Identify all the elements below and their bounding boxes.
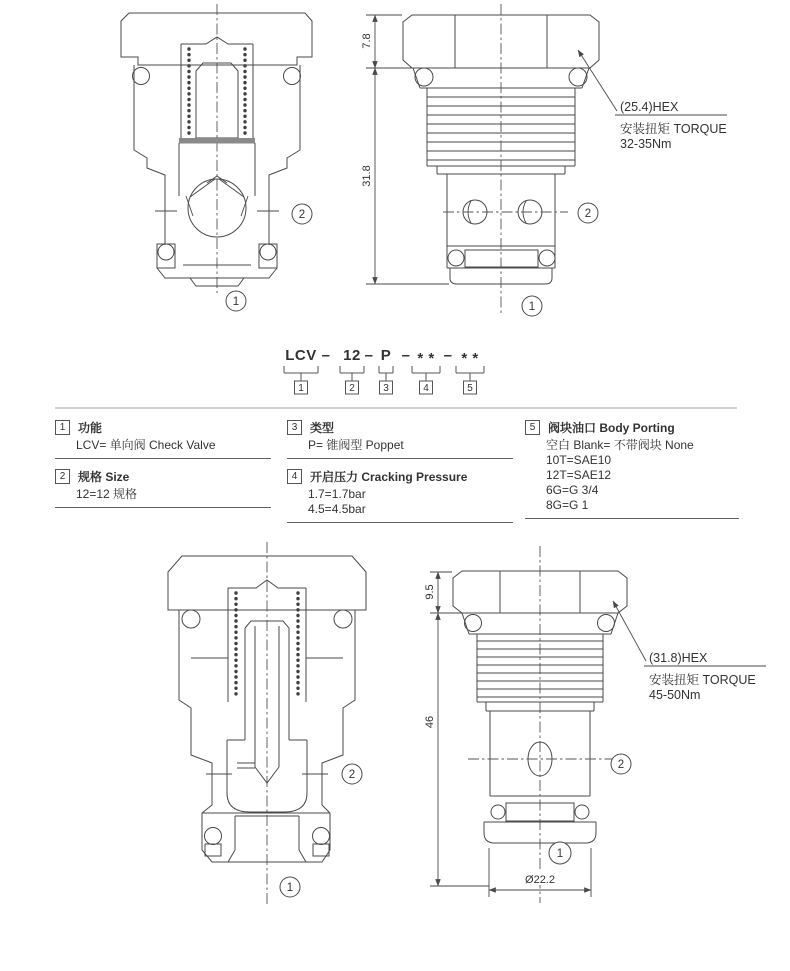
o-ring: [415, 68, 433, 86]
legend-title: 阀块油口 Body Porting: [548, 421, 675, 435]
legend-title: 类型: [310, 421, 335, 435]
legend-number-box: 5: [525, 420, 540, 435]
o-ring-groove: [465, 250, 538, 267]
legend-title: 功能: [78, 421, 103, 435]
legend-line: 10T=SAE10: [546, 453, 612, 467]
code-part-type: P: [380, 347, 392, 364]
extension-lines: [366, 15, 449, 284]
hex-size-note: (25.4)HEX: [620, 100, 679, 114]
o-ring: [539, 250, 555, 266]
o-ring: [182, 610, 200, 628]
o-ring: [313, 828, 330, 845]
port-label-1: [549, 842, 571, 864]
legend-item-function: [55, 419, 271, 459]
code-separator: –: [401, 347, 411, 364]
legend-item-cracking-pressure: [287, 468, 513, 523]
torque-value: 45-50Nm: [649, 688, 701, 702]
o-ring: [158, 244, 174, 260]
valve-flange-outline: [121, 13, 312, 65]
bore-ticks: [237, 763, 255, 768]
legend-line: 12T=SAE12: [546, 468, 612, 482]
legend-item-body-porting: [525, 419, 739, 519]
port-1-number: 1: [528, 301, 536, 313]
leader-line: [613, 601, 646, 661]
model-code-diagram: [55, 347, 737, 408]
leader-line: [578, 50, 617, 111]
o-ring: [334, 610, 352, 628]
side-view-top: [361, 4, 727, 316]
o-ring: [465, 615, 482, 632]
torque-value: 32-35Nm: [620, 137, 672, 151]
code-separator: –: [321, 347, 331, 364]
code-box-number: 1: [298, 383, 304, 394]
o-ring: [569, 68, 587, 86]
code-box-number: 5: [467, 383, 473, 394]
legend-item-size: [55, 468, 271, 508]
legend-line: 6G=G 3/4: [546, 483, 599, 497]
port-label-2: [578, 203, 598, 223]
cross-section-view-bottom: [168, 542, 366, 905]
o-ring: [205, 828, 222, 845]
code-separator: –: [364, 347, 374, 364]
port-1-number: 1: [286, 882, 294, 894]
legend-column-3: [525, 419, 739, 528]
dim-hex-height: 7.8: [361, 33, 373, 49]
legend-line: 8G=G 1: [546, 498, 589, 512]
legend-number-box: 1: [55, 420, 70, 435]
legend-column-1: [55, 419, 271, 517]
legend-line: P= 锥阀型 Poppet: [308, 438, 404, 452]
port-label-2: [292, 204, 312, 224]
port-2-number: 2: [298, 209, 306, 221]
dim-nose-diameter: Ø22.2: [525, 874, 555, 886]
seal-housing: [205, 844, 221, 856]
legend-number-box: 3: [287, 420, 302, 435]
seat-band: [179, 138, 255, 144]
code-bracket: [412, 366, 440, 381]
o-ring: [133, 68, 150, 85]
code-box-number: 3: [383, 383, 389, 394]
legend-line: 4.5=4.5bar: [308, 502, 366, 516]
torque-label: 安装扭矩 TORQUE: [649, 673, 756, 687]
legend-line: 空白 Blank= 不带阀块 None: [546, 438, 694, 452]
port-label-2: [342, 764, 362, 784]
legend-title: 规格 Size: [78, 470, 130, 484]
cross-section-view-top: [121, 4, 312, 311]
side-view-bottom: [424, 546, 766, 903]
legend-line: 12=12 规格: [76, 487, 138, 501]
legend-title: 开启压力 Cracking Pressure: [310, 470, 468, 484]
dim-cartridge-length: 31.8: [361, 165, 373, 187]
port-2-number: 2: [584, 208, 592, 220]
code-part-function: LCV: [285, 347, 317, 364]
port-label-1: [226, 291, 246, 311]
o-ring: [575, 805, 589, 819]
o-ring: [260, 244, 276, 260]
hex-head: [403, 15, 599, 68]
legend-line: LCV= 单向阀 Check Valve: [76, 438, 216, 452]
port-2-number: 2: [348, 769, 356, 781]
body-wall-left: [179, 610, 212, 813]
code-part-size: 12: [343, 347, 361, 364]
code-bracket: [284, 366, 318, 381]
legend-item-type: [287, 419, 513, 459]
port-label-1: [522, 296, 542, 316]
code-part-pressure: * *: [417, 350, 435, 367]
code-box-number: 2: [349, 383, 355, 394]
code-box-number: 4: [423, 383, 429, 394]
legend-number-box: 2: [55, 469, 70, 484]
o-ring: [491, 805, 505, 819]
o-ring: [284, 68, 301, 85]
o-ring: [448, 250, 464, 266]
legend-number-box: 4: [287, 469, 302, 484]
dim-hex-height: 9.5: [424, 584, 436, 600]
body-wall-left: [134, 65, 165, 245]
port-label-1: [280, 877, 300, 897]
dim-cartridge-length: 46: [424, 715, 436, 729]
code-part-porting: * *: [461, 350, 479, 367]
port-label-2: [611, 754, 631, 774]
o-ring: [598, 615, 615, 632]
code-bracket: [379, 366, 393, 381]
code-bracket: [456, 366, 484, 381]
legend-column-2: [287, 419, 513, 532]
torque-label: 安装扭矩 TORQUE: [620, 122, 727, 136]
code-separator: –: [443, 347, 453, 364]
port-1-number: 1: [232, 296, 240, 308]
port-2-number: 2: [617, 759, 625, 771]
hex-size-note: (31.8)HEX: [649, 651, 708, 665]
port-1-number: 1: [556, 848, 564, 860]
legend-line: 1.7=1.7bar: [308, 487, 366, 501]
code-bracket: [340, 366, 364, 381]
